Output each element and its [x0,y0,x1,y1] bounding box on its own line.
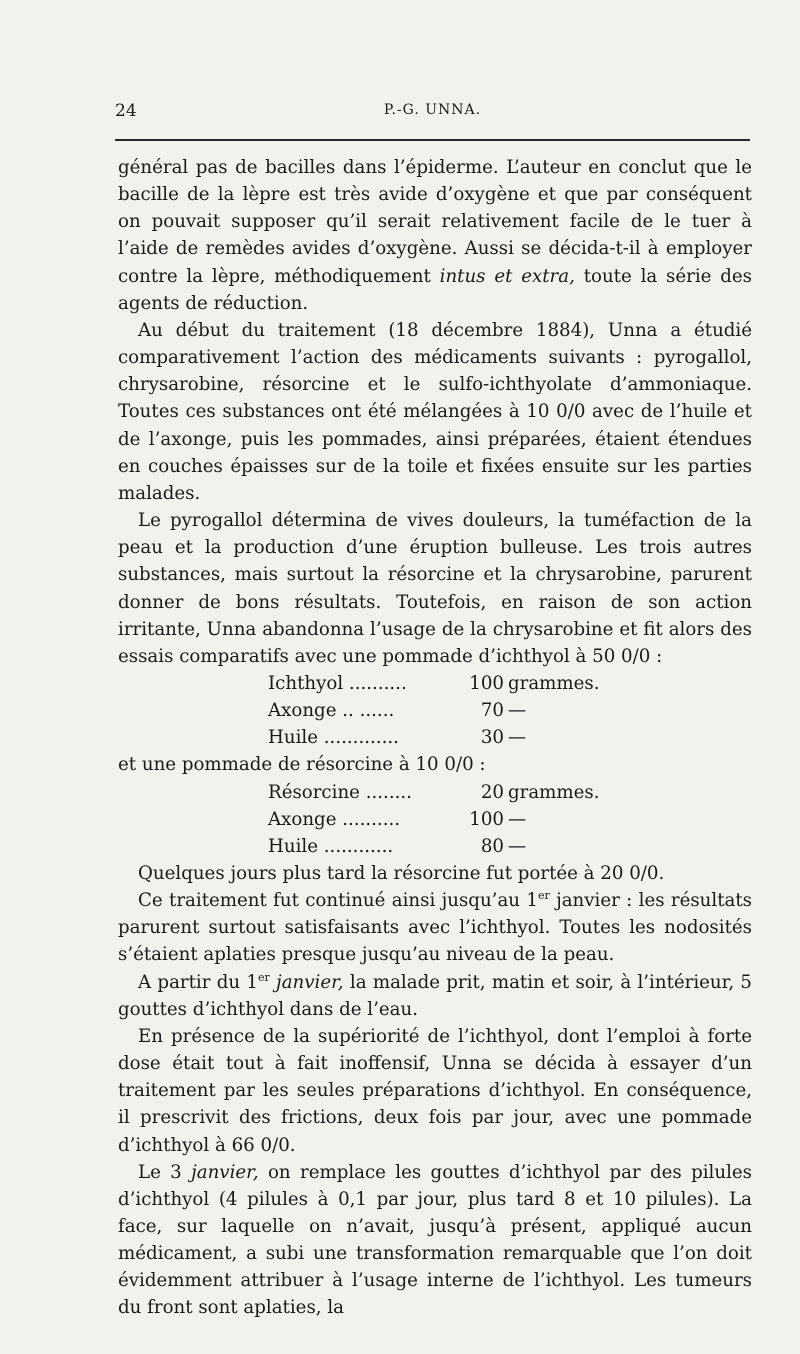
superscript: er [257,970,270,984]
paragraph-9 [118,1159,752,1322]
recipe-resorcine [118,779,752,860]
ingredient-name: Axonge .. ...... [268,700,395,722]
paragraph-3: Le pyrogallol détermina de vives douleurs, la tuméfaction de la peau et la production d’une éruption bulleuse. Les trois autres substances, mais surtout la résorcine et la chrysarobine, parurent donner de bons résultats. Toutefois, en raison de son action irritante, Unna abandonna l’usage de la chrysarobine et fit alors des essais comparatifs avec une pommade d’ichthyol à 50 0/0 : [118,510,752,667]
recipe-row [118,670,752,697]
ingredient-quantity: 30 [480,727,504,749]
recipe-row [118,806,752,833]
ingredient-quantity: 100 [469,672,504,694]
ingredient-name: Axonge .......... [268,808,401,830]
ingredient-name: Huile ............ [268,835,394,857]
recipe-ichthyol [118,670,752,751]
page-header [115,101,750,125]
paragraph-1 [118,154,752,317]
ingredient-name: Ichthyol .......... [268,672,407,694]
header-rule [115,139,750,141]
recipe-row [118,833,752,860]
recipe-row [118,779,752,806]
ingredient-quantity: 80 [480,835,504,857]
ingredient-unit: — [508,808,527,830]
running-title: P.-G. UNNA. [383,102,482,118]
ingredient-unit: — [508,835,527,857]
ingredient-unit: — [508,700,527,722]
ingredient-unit: grammes. [508,672,600,694]
ingredient-unit: — [508,727,527,749]
ingredient-name: Huile ............. [268,727,399,749]
paragraph-9-italic: janvier, [191,1161,259,1183]
paragraph-9-text: Le 3 [138,1161,192,1183]
paragraph-7-italic: janvier, [269,971,344,993]
superscript: er [537,889,550,903]
paragraph-6-text: Ce traitement fut continué ainsi jusqu’au 1 [138,890,538,912]
page-body [118,154,752,1322]
paragraph-7-text: A partir du 1 [138,971,258,993]
ingredient-quantity: 70 [480,700,504,722]
paragraph-7-text-end: la malade prit, matin et soir, à l’intérieur, 5 gouttes d’ichthyol dans de l’eau. [118,971,752,1020]
paragraph-6 [118,887,752,968]
page-number: 24 [115,101,137,121]
paragraph-6-text-end: janvier : les résultats parurent surtout satisfaisants avec l’ichthyol. Toutes les nodosités s’étaient aplaties presque jusqu’au niveau de la peau. [118,890,753,966]
ingredient-name: Résorcine ........ [268,781,412,803]
paragraph-5: Quelques jours plus tard la résorcine fut portée à 20 0/0. [138,862,665,884]
ingredient-unit: grammes. [508,781,600,803]
paragraph-4: et une pommade de résorcine à 10 0/0 : [118,754,486,776]
paragraph-1-italic: intus et extra, [439,265,575,287]
recipe-row [118,697,752,724]
ingredient-quantity: 20 [480,781,504,803]
paragraph-7 [118,969,752,1023]
paragraph-2: Au début du traitement (18 décembre 1884), Unna a étudié comparativement l’action des médicaments suivants : pyrogallol, chrysarobine, résorcine et le sulfo-ichthyolate d’ammoniaque. Toutes ces substances ont été mélangées à 10 0/0 avec de l’huile et de l’axonge, puis les pommades, ainsi préparées, étaient étendues en couches épaisses sur de la toile et fixées ensuite sur les parties malades. [118,319,752,504]
paragraph-8: En présence de la supériorité de l’ichthyol, dont l’emploi à forte dose était tout à fait inoffensif, Unna se décida à essayer d’un traitement par les seules préparations d’ichthyol. En conséquence, il prescrivit des frictions, deux fois par jour, avec une pommade d’ichthyol à 66 0/0. [118,1025,752,1156]
recipe-row [118,724,752,751]
ingredient-quantity: 100 [469,808,504,830]
paragraph-1-text-end: toute la série des agents de réduction. [118,265,752,314]
paragraph-1-text: général pas de bacilles dans l’épiderme. L’auteur en conclut que le bacille de la lèpre est très avide d’oxygène et que par conséquent on pouvait supposer qu’il serait relativement facile de le tuer à l’aide de remèdes avides d’oxygène. Aussi se décida-t-il à employer contre la lèpre, méthodiquement [118,157,752,287]
paragraph-9-text-end: on remplace les gouttes d’ichthyol par des pilules d’ichthyol (4 pilules à 0,1 par jour, plus tard 8 et 10 pilules). La face, sur laquelle on n’avait, jusqu’à présent, appliqué aucun médicament, a subi une transformation remarquable que l’on doit évidemment attribuer à l’usage interne de l’ichthyol. Les tumeurs du front sont aplaties, la [118,1161,752,1319]
